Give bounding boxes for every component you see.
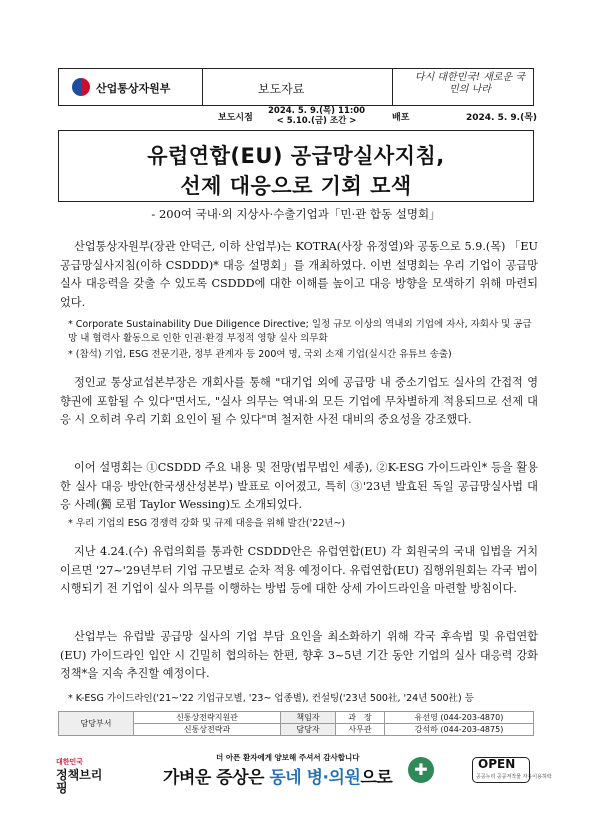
paragraph-3: 이어 설명회는 ①CSDDD 주요 내용 및 전망(법무법인 세종), ②K-ESG 가이드라인* 등을 활용한 실사 대응 방안(한국생산성본부) 발표로 이어졌고, 특히 ③'23년 발효된 독일 공급망실사법 대응 사례(獨 로펌 Taylor Wessing)도 소개되었다. <box>60 461 538 511</box>
release-label: 보도시점 <box>218 113 253 123</box>
distribution-date: 2024. 5. 9.(목) <box>466 113 538 123</box>
ministry-name: 산업통상자원부 <box>96 82 171 95</box>
contact-table <box>58 711 534 736</box>
doc-type: 보도자료 <box>258 82 305 96</box>
release-time <box>268 106 365 126</box>
subtitle: - 200여 국내·외 지상사·수출기업과「민·관 합동 설명회」 <box>151 207 441 221</box>
open-text: OPEN <box>478 757 516 771</box>
footnote-2: * (참석) 기업, ESG 전문기관, 정부 관계자 등 200여 명, 국외 소재 기업(실시간 유튜브 송출) <box>68 349 452 360</box>
logo-name: 정책브리핑 <box>56 768 103 795</box>
footnote-3: * 우리 기업의 ESG 경쟁력 강화 및 규제 대응을 위해 발간('22년~) <box>68 518 346 529</box>
title-line1: 유럽연합(EU) 공급망실사지침, <box>147 144 445 168</box>
staff-label: 담당자 <box>281 724 336 736</box>
policy-briefing-logo <box>56 756 112 795</box>
paragraph-5: 산업부는 유럽발 공급망 실사의 기업 부담 요인을 최소화하기 위해 각국 후속법 및 유럽연합(EU) 가이드라인 입안 시 긴밀히 협의하는 한편, 향후 3~5년 기간 동안 기업의 실사 대응력 강화 정책*을 지속 추진할 예정이다. <box>60 630 538 680</box>
open-sub: 공공누리 공공저작물 자유이용허락 <box>476 774 552 780</box>
paragraph-2: 정인교 통상교섭본부장은 개회사를 통해 "대기업 외에 공급망 내 중소기업도 실사의 간접적 영향권에 포함될 수 있다"면서도, "실사 의무는 역내·외 모든 기업에 무차별하게 적용되므로 선제 대응 시 오히려 우리 기회 요인이 될 수 있다"며 철저한 사전 대비의 중요성을 강조했다. <box>60 376 538 426</box>
logo-top: 대한민국 <box>56 758 84 766</box>
banner-main <box>163 763 392 788</box>
responsible-label: 책임자 <box>281 712 336 724</box>
person-2: 강석하 (044-203-4875) <box>385 724 534 736</box>
distribution-label: 배포 <box>392 113 410 123</box>
footnote-4: * K-ESG 가이드라인('21~'22 기업규모별, '23~ 업종별), 컨설팅('23년 500社, '24년 500社) 등 <box>68 693 474 704</box>
paragraph-4: 지난 4.24.(수) 유럽의회를 통과한 CSDDD안은 유럽연합(EU) 각 회원국의 국내 입법을 거치 이르면 '27~'29년부터 기업 규모별로 순차 적용 예정이다. 유럽연합(EU) 집행위원회는 각국 법이 시행되기 전 기업이 실사 의무를 이행하는 방법 등에 대한 상세 가이드라인을 마련할 방침이다. <box>60 545 538 595</box>
table-row <box>59 712 534 724</box>
dept-1: 신통상전략지원관 <box>134 712 281 724</box>
release-time-line2: < 5.10.(금) 조간 > <box>276 116 357 126</box>
taegeuk-logo-icon <box>72 78 90 96</box>
slogan: 다시 대한민국! 새로운 국민의 나라 <box>414 72 526 95</box>
paragraph-1: 산업통상자원부(장관 안덕근, 이하 산업부)는 KOTRA(사장 유정열)와 공동으로 5.9.(목) 「EU 공급망실사지침(이하 CSDDD)* 대응 설명회」를 개최하였다. 이번 설명회는 우리 기업이 공급망 실사 대응력을 갖출 수 있도록 CSDDD에 대한 이해를 높이고 대응 방향을 모색하기 위해 마련되었다. <box>60 240 538 309</box>
banner-main-c: 으로 <box>360 768 393 788</box>
banner-main-a: 가벼운 증상은 <box>163 768 270 788</box>
person-1: 유선영 (044-203-4870) <box>385 712 534 724</box>
banner-main-b: 동네 병·의원 <box>269 768 361 788</box>
dept-label: 담당부서 <box>59 712 134 736</box>
banner-top: 더 아픈 환자에게 양보해 주셔서 감사합니다 <box>216 753 360 762</box>
title-1: 과 장 <box>336 712 385 724</box>
footnote-1: * Corporate Sustainability Due Diligence Directive; 일정 규모 이상의 역내외 기업에 자사, 자회사 및 공급망 내 협력사 활동으로 인한 인권·환경 부정적 영향 실사 의무화 <box>68 319 532 344</box>
title-line2: 선제 대응으로 기회 모색 <box>180 174 412 198</box>
title-2: 사무관 <box>336 724 385 736</box>
dept-2: 신통상전략과 <box>134 724 281 736</box>
release-time-line1: 2024. 5. 9.(목) 11:00 <box>268 106 366 116</box>
hospital-icon: ✚ <box>408 757 434 783</box>
